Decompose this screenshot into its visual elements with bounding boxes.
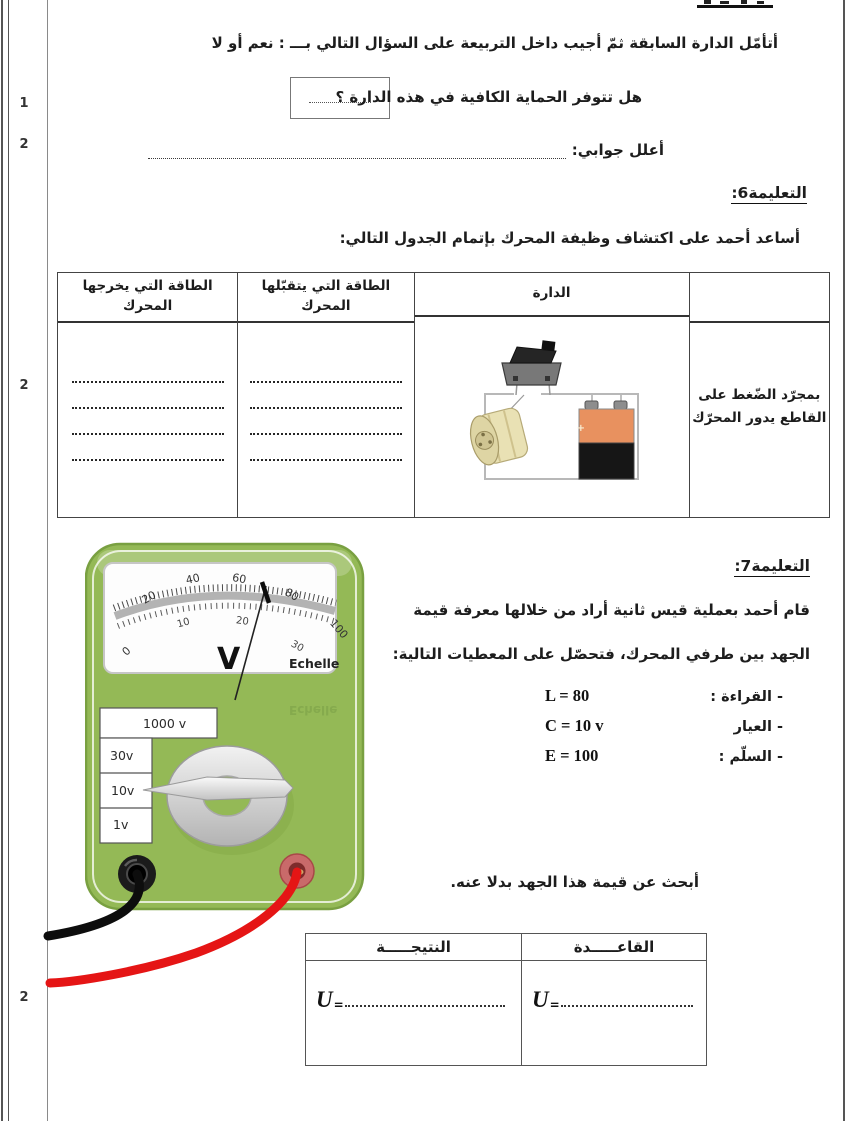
table-header-output: الطاقة التي يخرجها المحرك [58,273,237,323]
range-option-30v: 30v [110,748,134,763]
data-row-scale [545,746,783,776]
task7-para1: قام أحمد بعملية قيس ثانية أراد من خلالها معرفة قيمة [413,601,810,619]
scale-number: 40 [184,571,202,587]
cut-heading-remnant [757,1,764,4]
table-col-rowlabel [690,273,829,517]
table-col-output-energy [58,273,238,517]
equals-sign: = [333,998,344,1012]
answer-dotted-line [72,459,224,461]
margin-divider-line [47,0,48,1121]
scale-number-inner: 20 [235,615,250,628]
scale-number-inner: 10 [175,616,192,631]
scale-number-inner: 30 [288,638,306,655]
reading-value: L = 80 [545,686,590,705]
margin-mark: 1 [19,96,29,111]
answer-dotted-line [250,433,402,435]
motor-function-table [57,272,830,518]
task7-prompt: أبحث عن قيمة هذا الجهد بدلا عنه. [450,873,699,891]
scale-number: 0 [119,644,134,659]
protection-question: هل تتوفر الحماية الكافية في هذه الدارة ؟ [335,88,642,106]
task6-instruction: أساعد أحمد على اكتشاف وظيفة المحرك بإتمام الجدول التالي: [339,229,800,247]
scale-label: - السلّم : [718,749,783,765]
answer-dotted-line [72,433,224,435]
scale-number: 100 [327,616,351,642]
volt-unit-label: V [217,642,241,677]
caliber-value: C = 10 v [545,716,604,735]
answer-dotted-line [250,381,402,383]
cut-heading-remnant [720,1,729,4]
justify-dotted-line [148,142,566,159]
range-option-1v: 1v [113,817,129,832]
data-row-reading [545,686,783,716]
answer-dotted-line [72,381,224,383]
task7-heading: التعليمة7: [734,557,810,575]
u-symbol: U [532,987,549,1012]
result-col-result [306,934,522,1065]
equals-sign: = [549,998,560,1012]
voltmeter-illustration [85,538,365,913]
negative-terminal [118,855,156,893]
page-border-left-outer [1,0,3,1121]
result-header: النتيجـــــة [306,934,521,961]
margin-mark: 2 [19,378,29,393]
cut-heading-remnant [741,0,747,4]
answer-dotted-line [72,407,224,409]
measurement-data-list [545,686,783,776]
result-table [305,933,707,1066]
page-border-right [843,0,845,1121]
cut-heading-underline [697,5,773,8]
justify-answer-row [148,141,664,159]
table-col-circuit [415,273,690,517]
u-symbol: U [316,987,333,1012]
reading-label: - القراءة : [710,689,783,705]
result-answer-line [316,987,505,1013]
scale-number: 20 [139,588,159,607]
motor-icon [465,406,529,467]
justify-label: أعلل جوابي: [571,141,664,159]
table-header-received: الطاقة التي يتقبّلها المحرك [238,273,413,323]
intro-line: أتأمّل الدارة السابقة ثمّ أجيب داخل التربيعة على السؤال التالي بـــ : نعم أو لا [211,34,778,52]
answer-dotted-line [561,995,693,1007]
margin-mark: 2 [19,990,29,1005]
echelle-reflection: Echelle [289,703,338,717]
scale-number: 80 [282,585,302,604]
rule-answer-line [532,987,693,1013]
answer-dotted-line [250,459,402,461]
table-col-received-energy [238,273,414,517]
task7-para2: الجهد بين طرفي المحرك، فتحصّل على المعطيات التالية: [392,645,810,663]
echelle-label: Echelle [289,656,340,671]
positive-terminal [280,854,314,888]
battery-plus-sign: + [576,423,585,434]
range-option-10v: 10v [111,783,135,798]
scale-value: E = 100 [545,746,599,765]
circuit-illustration [414,317,689,513]
page-border-left-inner [8,0,9,1121]
table-header-empty [690,273,829,323]
rule-header: القاعـــــدة [522,934,706,961]
table-header-circuit: الدارة [415,273,689,317]
rocker-switch-icon [502,340,561,385]
answer-dotted-line [250,407,402,409]
scale-number: 60 [231,571,248,587]
margin-mark: 2 [19,137,29,152]
result-col-rule [522,934,706,1065]
table-row-label: بمجرّد الضّغط على القاطع يدور المحرّك [692,387,827,426]
caliber-label: - العيار [733,719,783,735]
answer-dotted-line [345,995,505,1007]
battery-icon [576,395,633,479]
data-row-caliber [545,716,783,746]
cut-heading-remnant [704,0,711,4]
range-option-1000v: 1000 v [143,716,187,731]
task6-heading: التعليمة6: [731,184,807,202]
